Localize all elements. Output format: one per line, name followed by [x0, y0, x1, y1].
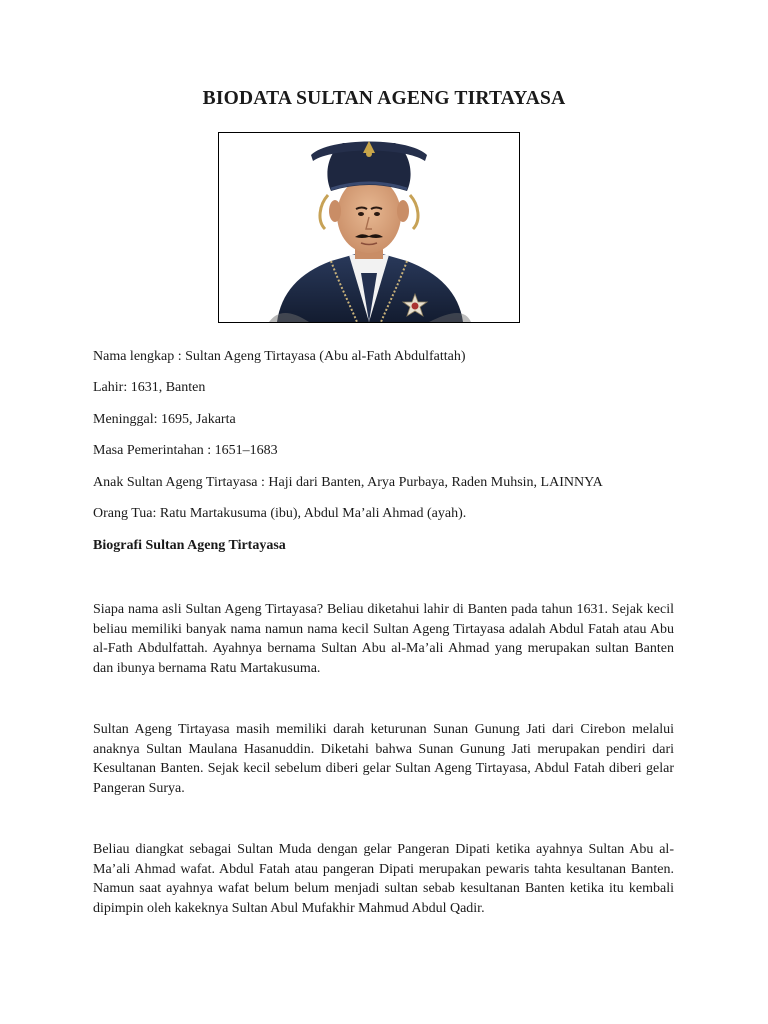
biodata-birth: Lahir: 1631, Banten — [93, 380, 206, 395]
biodata-children: Anak Sultan Ageng Tirtayasa : Haji dari Banten, Arya Purbaya, Raden Muhsin, LAINNYA — [93, 475, 603, 490]
biodata-reign: Masa Pemerintahan : 1651–1683 — [93, 443, 278, 458]
biodata-full-name: Nama lengkap : Sultan Ageng Tirtayasa (Abu al-Fath Abdulfattah) — [93, 349, 466, 364]
page-title: BIODATA SULTAN AGENG TIRTAYASA — [202, 88, 566, 109]
paragraph-3: Beliau diangkat sebagai Sultan Muda dengan gelar Pangeran Dipati ketika ayahnya Sultan Abu al-Ma’ali Ahmad wafat. Abdul Fatah atau pangeran Dipati merupakan pewaris tahta kesultanan Banten. Namun saat ayahnya wafat belum belum menjadi sultan sebab kesultanan Banten ketika itu kembali dipimpin oleh kakeknya Sultan Abul Mufakhir Mahmud Abdul Qadir. — [93, 842, 674, 916]
sultan-portrait-image — [219, 133, 519, 322]
biodata-death: Meninggal: 1695, Jakarta — [93, 412, 236, 427]
paragraph-2: Sultan Ageng Tirtayasa masih memiliki darah keturunan Sunan Gunung Jati dari Cirebon melalui anaknya Sultan Maulana Hasanuddin. Diketahi bahwa Sunan Gunung Jati merupakan pendiri dari Kesultanan Banten. Sejak kecil sebelum diberi gelar Sultan Ageng Tirtayasa, Abdul Fatah diberi gelar Pangeran Surya. — [93, 722, 674, 796]
biodata-parents: Orang Tua: Ratu Martakusuma (ibu), Abdul Ma’ali Ahmad (ayah). — [93, 506, 467, 521]
section-heading-biografi: Biografi Sultan Ageng Tirtayasa — [93, 538, 286, 553]
paragraph-1: Siapa nama asli Sultan Ageng Tirtayasa? Beliau diketahui lahir di Banten pada tahun 1631. Sejak kecil beliau memiliki banyak nama namun nama kecil Sultan Ageng Tirtayasa adalah Abdul Fatah atau Abu al-Fath Abdulfattah. Ayahnya bernama Sultan Abu al-Ma’ali Ahmad yang merupakan sultan Banten dan ibunya bernama Ratu Martakusuma. — [93, 602, 674, 676]
portrait-frame — [218, 132, 520, 323]
